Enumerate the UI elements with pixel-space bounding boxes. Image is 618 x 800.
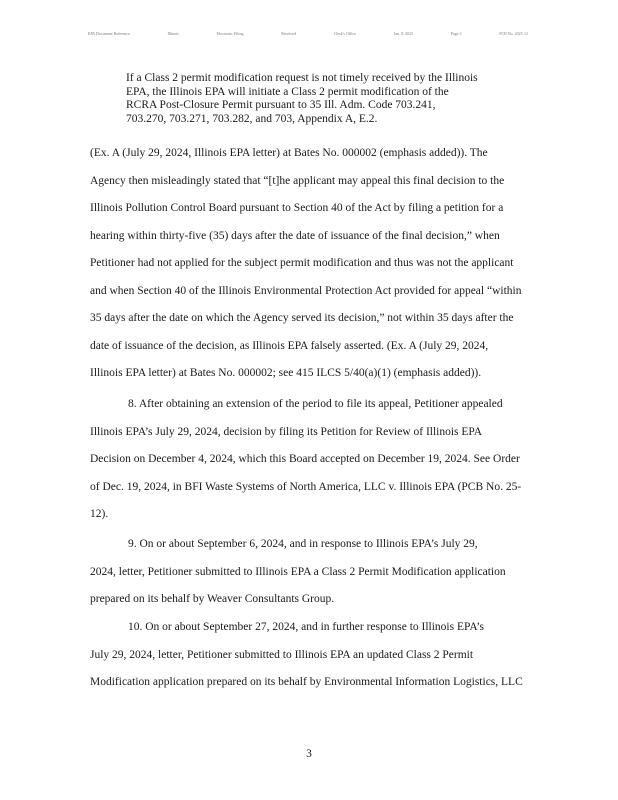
text-line: July 29, 2024, letter, Petitioner submitted to Illinois EPA an updated Class 2 Permit bbox=[90, 648, 474, 661]
text-line: 2024, letter, Petitioner submitted to Illinois EPA a Class 2 Permit Modification application bbox=[90, 565, 506, 578]
text-line: 10. On or about September 27, 2024, and in further response to Illinois EPA’s bbox=[128, 621, 485, 633]
text-line: Illinois EPA letter) at Bates No. 000002; see 415 ILCS 5/40(a)(1) (emphasis added)). bbox=[90, 367, 482, 379]
paragraph-8 bbox=[90, 391, 523, 529]
text-line: Illinois EPA’s July 29, 2024, decision by filing its Petition for Review of Illinois EPA bbox=[90, 425, 483, 438]
quote-line: EPA, the Illinois EPA will initiate a Class 2 permit modification of the bbox=[126, 85, 449, 98]
text-line: prepared on its behalf by Weaver Consultants Group. bbox=[90, 593, 335, 605]
text-line: 9. On or about September 6, 2024, and in response to Illinois EPA’s July 29, bbox=[128, 538, 478, 550]
page-number: 3 bbox=[306, 748, 312, 760]
text-line: date of issuance of the decision, as Illinois EPA falsely asserted. (Ex. A (July 29, 2024, bbox=[90, 339, 489, 352]
text-line: Modification application prepared on its behalf by Environmental Information Logistics, LLC bbox=[90, 676, 523, 688]
page-header bbox=[88, 31, 528, 41]
text-line: hearing within thirty-five (35) days after the date of issuance of the final decision,” when bbox=[90, 229, 500, 242]
quote-line: RCRA Post-Closure Permit pursuant to 35 Ill. Adm. Code 703.241, bbox=[126, 99, 436, 111]
header-item: Jan. 8, 2025 bbox=[393, 31, 414, 36]
block-quote bbox=[126, 72, 488, 126]
header-item: Electronic Filing bbox=[216, 31, 244, 36]
text-line: Decision on December 4, 2024, which this Board accepted on December 19, 2024. See Order bbox=[90, 453, 520, 465]
text-line: Petitioner had not applied for the subject permit modification and thus was not the applicant bbox=[90, 257, 514, 269]
paragraph-continuation bbox=[90, 140, 523, 388]
text-line: (Ex. A (July 29, 2024, Illinois EPA letter) at Bates No. 000002 (emphasis added)). The bbox=[90, 147, 488, 159]
header-item: Illinois bbox=[167, 31, 179, 36]
text-line: Agency then misleadingly stated that “[t]he applicant may appeal this final decision to the bbox=[90, 174, 505, 187]
text-line: and when Section 40 of the Illinois Environmental Protection Act provided for appeal “within bbox=[90, 284, 522, 297]
text-line: of Dec. 19, 2024, in BFI Waste Systems of North America, LLC v. Illinois EPA (PCB No. 25- bbox=[90, 480, 522, 493]
header-item: Page 3 bbox=[450, 31, 462, 36]
header-item: Received bbox=[281, 31, 297, 36]
header-item: PCB No. 2025-12 bbox=[499, 31, 528, 36]
header-item: EPA Document Reference bbox=[88, 31, 130, 36]
text-line: Illinois Pollution Control Board pursuant to Section 40 of the Act by filing a petition for a bbox=[90, 202, 504, 214]
text-line: 35 days after the date on which the Agency served its decision,” not within 35 days after the bbox=[90, 312, 514, 324]
paragraph-9 bbox=[90, 531, 523, 614]
quote-line: 703.270, 703.271, 703.282, and 703, Appendix A, E.2. bbox=[126, 112, 378, 125]
text-line: 8. After obtaining an extension of the period to file its appeal, Petitioner appealed bbox=[128, 398, 503, 410]
quote-line: If a Class 2 permit modification request is not timely received by the Illinois bbox=[126, 72, 478, 84]
text-line: 12). bbox=[90, 508, 109, 520]
paragraph-10 bbox=[90, 614, 523, 697]
header-item: Clerk's Office bbox=[333, 31, 357, 36]
